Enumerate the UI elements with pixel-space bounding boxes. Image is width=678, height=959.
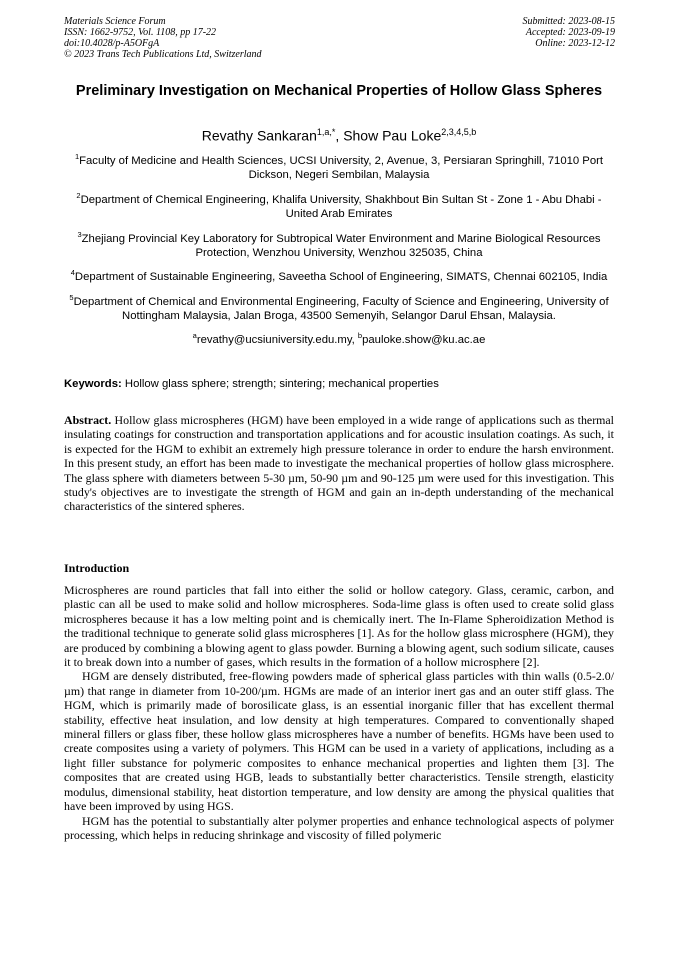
keywords xyxy=(64,377,614,391)
email-line xyxy=(64,329,614,347)
affiliation-number: 2 xyxy=(76,190,81,200)
affiliation-number: 4 xyxy=(70,268,75,278)
paper-title: Preliminary Investigation on Mechanical Properties of Hollow Glass Spheres xyxy=(75,83,603,99)
paragraph: HGM are densely distributed, free-flowing powders made of spherical glass particles with thin walls (0.5-2.0/µm) that range in diameter from 10-200/µm. HGMs are made of an interior inert gas and an outer stiff glass. The HGM, which is primarily made of borosilicate glass, is an essential inorganic filler that has excellent thermal stability, effective heat insulation, and low density at high temperatures. Compared to conventionally shaped mineral fillers or glass fiber, these hollow glass microspheres have a number of benefits. HGMs have been used to create composites using a variety of polymers. This HGM can be used in a variety of applications, including as a light filler substance for polymeric composites to enhance mechanical properties and lighten them [3]. The composites that are created using HGB, leads to substantially better characteristics. Tensile strength, elasticity modulus, dimensional stability, heat distortion temperature, and low density are among the physical qualities that have been improved by using HGS. xyxy=(64,669,614,814)
affiliation xyxy=(64,291,614,324)
paragraph: Microspheres are round particles that fall into either the solid or hollow category. Glass, ceramic, carbon, and plastic can all be used to make solid and hollow microspheres. Soda-lime glass is often used to create solid glass microspheres because it has a low melting point and is chemically inert. The In-Flame Spheroidization Method is the traditional technique to generate solid glass microspheres [1]. As for the hollow glass microsphere (HGM), they are produced by combining a blowing agent to glass powder. Burning a blowing agent, such sodium silicate, causes it to break down into a number of gases, which results in the formation of a hollow microsphere [2]. xyxy=(64,583,614,670)
copyright-line: © 2023 Trans Tech Publications Ltd, Switzerland xyxy=(64,49,262,60)
author-line xyxy=(64,124,614,145)
email-link[interactable]: revathy@ucsiuniversity.edu.my xyxy=(196,334,352,347)
affiliation-text: Zhejiang Provincial Key Laboratory for Subtropical Water Environment and Marine Biological Resources Protection, Wenzhou University, Wenzhou 325035, China xyxy=(81,232,601,259)
doi-line: doi:10.4028/p-A5OFgA xyxy=(64,38,160,49)
section-heading: Introduction xyxy=(64,561,130,575)
accepted-date: Accepted: 2023-09-19 xyxy=(525,27,615,38)
affiliation xyxy=(64,266,614,284)
affiliation-number: 1 xyxy=(74,152,80,161)
affiliation-text: Department of Chemical and Environmental Engineering, Faculty of Science and Engineering, University of Nottingham Malaysia, Jalan Broga, 43500 Semenyih, Selangor Darul Ehsan, Malaysia. xyxy=(73,295,609,322)
affiliation-number: 5 xyxy=(69,292,74,302)
affiliation-text: Faculty of Medicine and Health Sciences, UCSI University, 2, Avenue, 3, Persiaran Springhill, 71010 Port Dickson, Negeri Sembilan, Malaysia xyxy=(79,154,604,182)
journal-header xyxy=(64,16,262,60)
affiliation-text: Department of Sustainable Engineering, Saveetha School of Engineering, SIMATS, Chennai 602105, India xyxy=(74,271,608,284)
affiliation-text: Department of Chemical Engineering, Khalifa University, Shakhbout Bin Sultan St - Zone 1 - Abu Dhabi - United Arab Emirates xyxy=(80,193,602,221)
journal-name: Materials Science Forum xyxy=(64,16,166,27)
issn-line: ISSN: 1662-9752, Vol. 1108, pp 17-22 xyxy=(64,27,217,38)
author-superscript: 2,3,4,5,b xyxy=(441,127,477,137)
author-separator: , xyxy=(335,127,344,144)
abstract-text: Hollow glass microspheres (HGM) have been employed in a wide range of applications such as thermal insulating coatings for construction and transportation applications and for acoustic insulation coatings. As such, it is expected for the HGM to exhibit an extremely high pressure tolerance in order to endure the harsh environment. In this present study, an effort has been made to investigate the mechanical properties of hollow glass microsphere. The glass sphere with diameters between 5-30 µm, 50-90 µm and 90-125 µm were used for this investigation. This study's objectives are to investigate the strength of HGM and gain an in-depth understanding of the mechanical characteristics of the sintered spheres. xyxy=(64,413,614,514)
author-superscript: 1,a,* xyxy=(316,127,336,137)
email-superscript: a xyxy=(192,331,197,341)
email-superscript: b xyxy=(357,331,363,341)
abstract-label: Abstract. xyxy=(64,413,112,427)
email-separator: , xyxy=(351,334,358,347)
affiliation-number: 3 xyxy=(77,229,82,239)
affiliations xyxy=(64,150,614,354)
paragraph: HGM has the potential to substantially alter polymer properties and enhance technological aspects of polymer processing, which helps in reducing shrinkage and viscosity of filled polymeric xyxy=(64,813,614,842)
online-date: Online: 2023-12-12 xyxy=(535,38,615,49)
dates-header xyxy=(523,16,616,49)
author-name: Revathy Sankaran xyxy=(201,127,317,144)
abstract xyxy=(64,413,614,514)
affiliation xyxy=(64,228,614,261)
keywords-label: Keywords: xyxy=(64,378,122,390)
author-name: Show Pau Loke xyxy=(343,127,442,144)
affiliation xyxy=(64,150,614,183)
email-link[interactable]: pauloke.show@ku.ac.ae xyxy=(362,334,486,347)
introduction-body xyxy=(64,583,614,842)
keywords-text: Hollow glass sphere; strength; sintering; mechanical properties xyxy=(121,378,439,390)
affiliation xyxy=(64,189,614,222)
submitted-date: Submitted: 2023-08-15 xyxy=(522,16,615,27)
